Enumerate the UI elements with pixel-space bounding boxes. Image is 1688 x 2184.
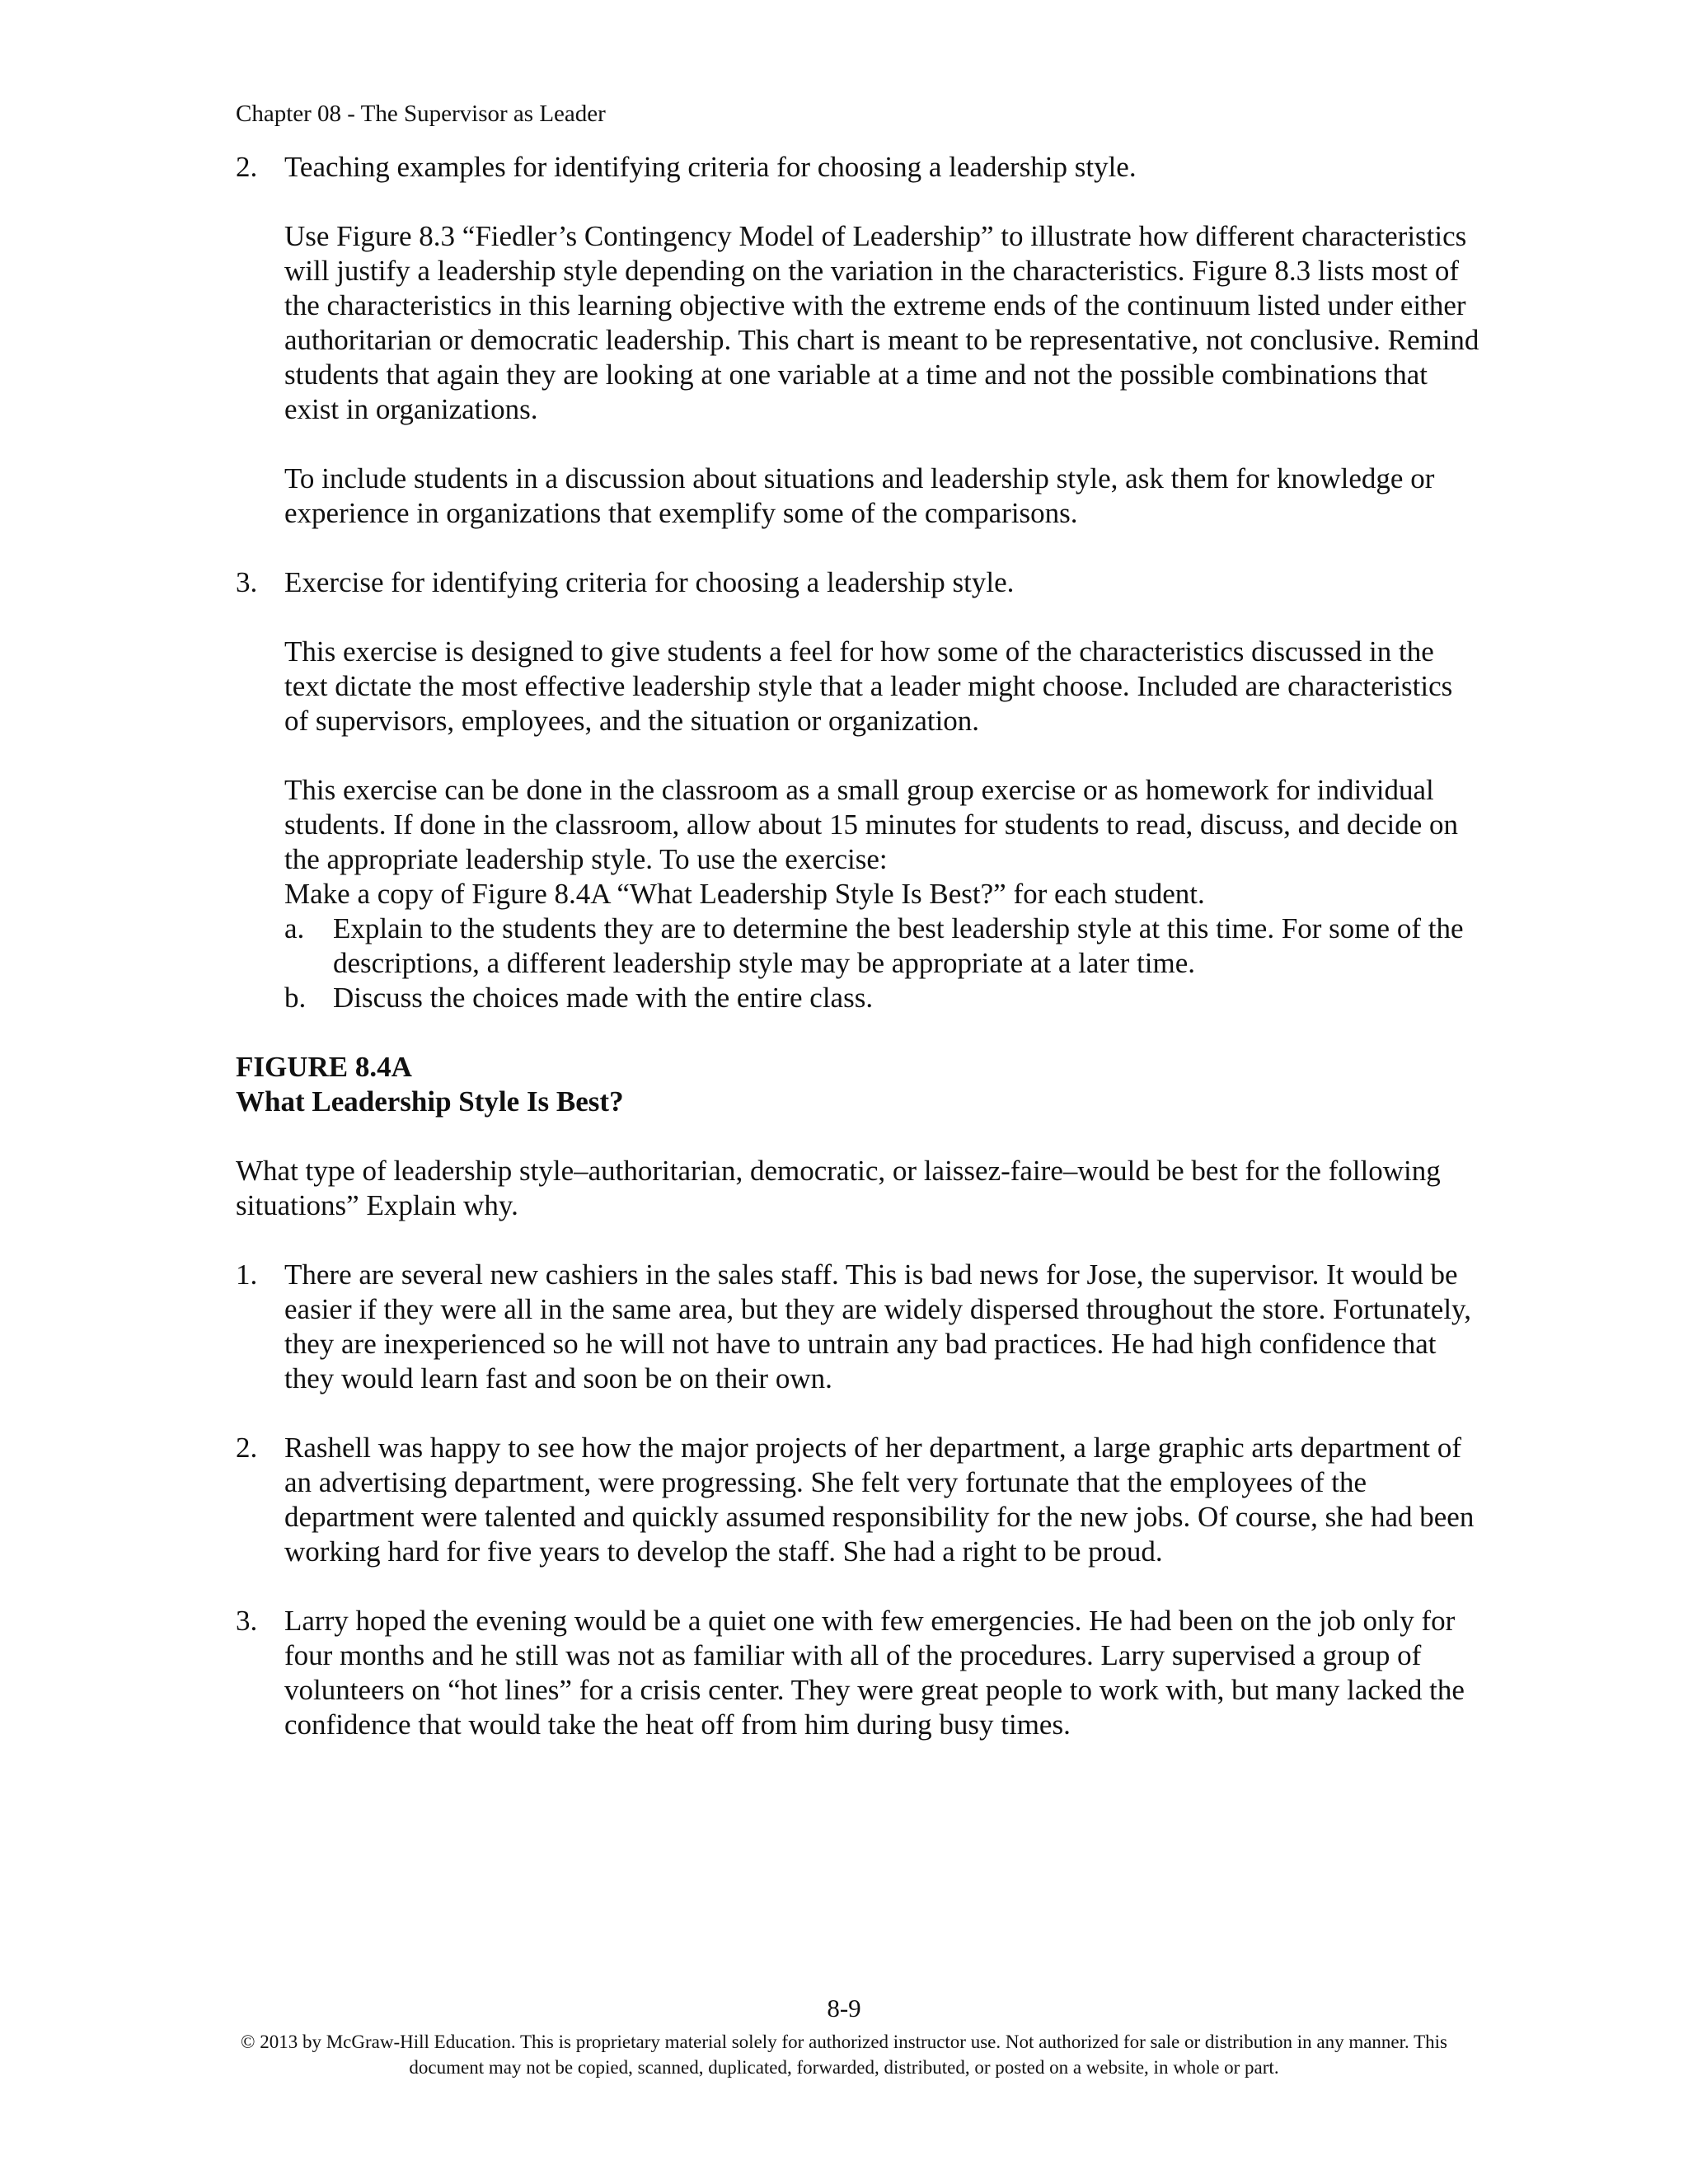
sub-item-letter: a. <box>284 912 305 944</box>
figure-intro: What type of leadership style–authoritarian, democratic, or laissez-faire–would be best for the following situations” Explain why. <box>236 1155 1441 1221</box>
running-header: Chapter 08 - The Supervisor as Leader <box>236 101 606 127</box>
sub-item-text: Explain to the students they are to determine the best leadership style at this time. For some of the descriptions, a different leadership style may be appropriate at a later time. <box>333 912 1464 979</box>
page-content <box>236 150 1480 1742</box>
paragraph: This exercise is designed to give students a feel for how some of the characteristics discussed in the text dictate the most effective leadership style that a leader might choose. Included are characteristics of supervisors, employees, and the situation or organization. <box>284 635 1453 737</box>
sub-item-b <box>284 981 1480 1015</box>
situation-number: 3. <box>236 1605 258 1637</box>
situation-text: Larry hoped the evening would be a quiet one with few emergencies. He had been on the job only for four months and he still was not as familiar with all of the procedures. Larry supervised a group of volunteers on “hot lines” for a crisis center. They were great people to work with, but many lacked the confidence that would take the heat off from him during busy times. <box>284 1605 1465 1741</box>
paragraph: Use Figure 8.3 “Fiedler’s Contingency Model of Leadership” to illustrate how different characteristics will justify a leadership style depending on the variation in the characteristics. Figure 8.3 lists most of the characteristics in this learning objective with the extreme ends of the continuum listed under either authoritarian or democratic leadership. This chart is meant to be representative, not conclusive. Remind students that again they are looking at one variable at a time and not the possible combinations that exist in organizations. <box>284 220 1479 425</box>
sub-item-a <box>284 912 1480 981</box>
situation-number: 1. <box>236 1258 258 1291</box>
situation-item <box>236 1604 1480 1742</box>
section-3 <box>236 565 1480 1015</box>
situation-item <box>236 1431 1480 1569</box>
situation-number: 2. <box>236 1432 258 1464</box>
section-title: Teaching examples for identifying criteria for choosing a leadership style. <box>284 151 1137 183</box>
page-footer <box>0 1993 1688 2080</box>
paragraph: To include students in a discussion about situations and leadership style, ask them for knowledge or experience in organizations that exemplify some of the comparisons. <box>284 462 1435 529</box>
section-title: Exercise for identifying criteria for choosing a leadership style. <box>284 566 1015 598</box>
section-number: 3. <box>236 566 258 598</box>
situation-text: There are several new cashiers in the sales staff. This is bad news for Jose, the supervisor. It would be easier if they were all in the same area, but they are widely dispersed throughout the store. Fortunately, they are inexperienced so he will not have to untrain any bad practices. He had high confidence that they would learn fast and soon be on their own. <box>284 1258 1472 1394</box>
paragraph: This exercise can be done in the classroom as a small group exercise or as homework for individual students. If done in the classroom, allow about 15 minutes for students to read, discuss, and decide on the appropriate leadership style. To use the exercise: <box>284 774 1459 875</box>
figure-label: FIGURE 8.4A <box>236 1051 412 1083</box>
copyright-notice: © 2013 by McGraw-Hill Education. This is proprietary material solely for authorized instructor use. Not authorized for sale or distribution in any manner. This document may not be copied, scanned, duplicated, forwarded, distributed, or posted on a website, in whole or part. <box>240 2032 1447 2078</box>
situation-item <box>236 1258 1480 1396</box>
sub-item-text: Discuss the choices made with the entire class. <box>333 982 874 1014</box>
figure-title: What Leadership Style Is Best? <box>236 1085 624 1118</box>
situation-text: Rashell was happy to see how the major projects of her department, a large graphic arts department of an advertising department, were progressing. She felt very fortunate that the employees of the department were talented and quickly assumed responsibility for the new jobs. Of course, she had been working hard for five years to develop the staff. She had a right to be proud. <box>284 1432 1475 1568</box>
section-number: 2. <box>236 151 258 183</box>
paragraph: Make a copy of Figure 8.4A “What Leadership Style Is Best?” for each student. <box>284 878 1205 910</box>
sub-item-letter: b. <box>284 982 307 1014</box>
section-2 <box>236 150 1480 531</box>
page-number: 8-9 <box>827 1994 861 2022</box>
